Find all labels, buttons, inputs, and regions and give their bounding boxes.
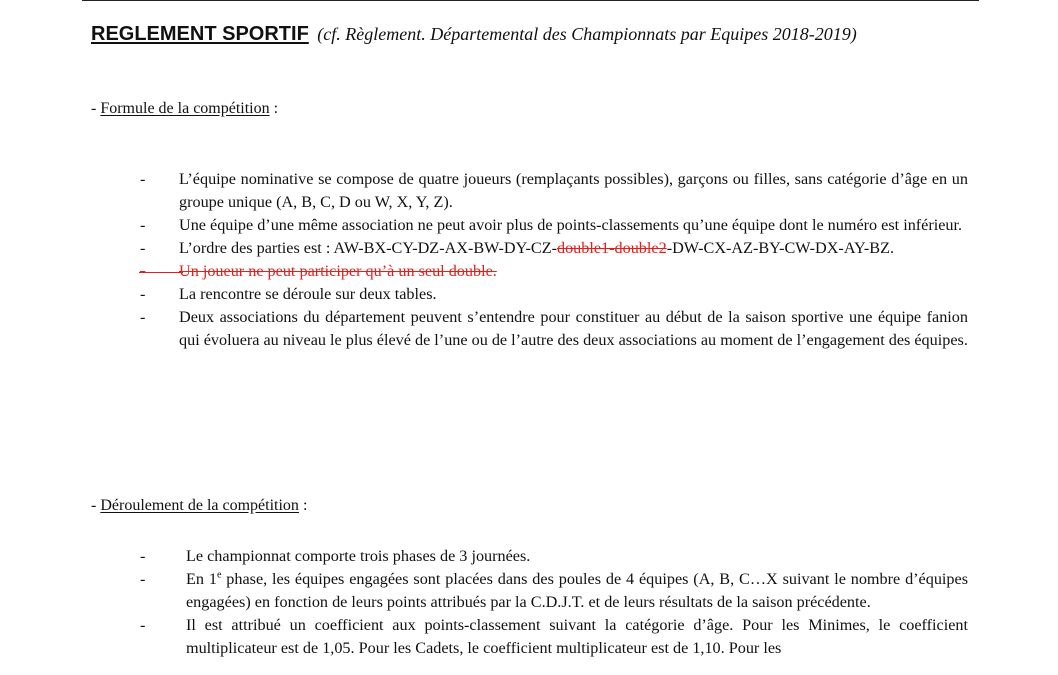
strike-line: [139, 272, 183, 273]
list-item: - La rencontre se déroule sur deux tables.: [140, 285, 437, 303]
section-title-formule: - Formule de la compétition :: [91, 100, 279, 117]
section-title-deroulement: - Déroulement de la compétition :: [91, 497, 308, 514]
top-rule: [82, 0, 979, 1]
page-heading: [91, 23, 857, 46]
heading-reference: (cf. Règlement. Départemental des Championnats par Equipes 2018-2019): [317, 24, 857, 44]
list-item: - Deux associations du département peuvent s’entendre pour constituer au début de la saison sportive une équipe fanion qui évoluera au niveau le plus élevé de l’une ou de l’autre des deux associations au moment de l’engagement des équipes.: [140, 308, 968, 349]
list-item: - Une équipe d’une même association ne peut avoir plus de points-classements qu’une équipe dont le numéro est inférieur.: [140, 216, 963, 234]
list-formule: [140, 168, 968, 352]
heading-title: REGLEMENT SPORTIF: [91, 23, 309, 45]
list-item: - L’équipe nominative se compose de quatre joueurs (remplaçants possibles), garçons ou filles, sans catégorie d’âge en un groupe unique (A, B, C, D ou W, X, Y, Z).: [140, 170, 968, 211]
list-deroulement: [140, 545, 968, 660]
list-item-struck: - Un joueur ne peut participer qu’à un seul double.: [140, 262, 497, 280]
list-item-order: - L’ordre des parties est : AW-BX-CY-DZ-AX-BW-DY-CZ-double1-double2-DW-CX-AZ-BY-CW-DX-AY-BZ.: [140, 239, 895, 257]
list-item: - Le championnat comporte trois phases de 3 journées.: [140, 547, 531, 565]
struck-text: double1-double2: [556, 239, 667, 257]
list-item-phase: - En 1e phase, les équipes engagées sont placées dans des poules de 4 équipes (A, B, C…X suivant le nombre d’équipes engagées) en fonction de leurs points attribués par la C.D.J.T. et de leurs résultats de la saison précédente.: [140, 569, 968, 611]
list-item: - Il est attribué un coefficient aux points-classement suivant la catégorie d’âge. Pour les Minimes, le coefficient multiplicateur est de 1,05. Pour les Cadets, le coefficient multiplicateur est de 1,10. Pour les: [140, 616, 968, 657]
